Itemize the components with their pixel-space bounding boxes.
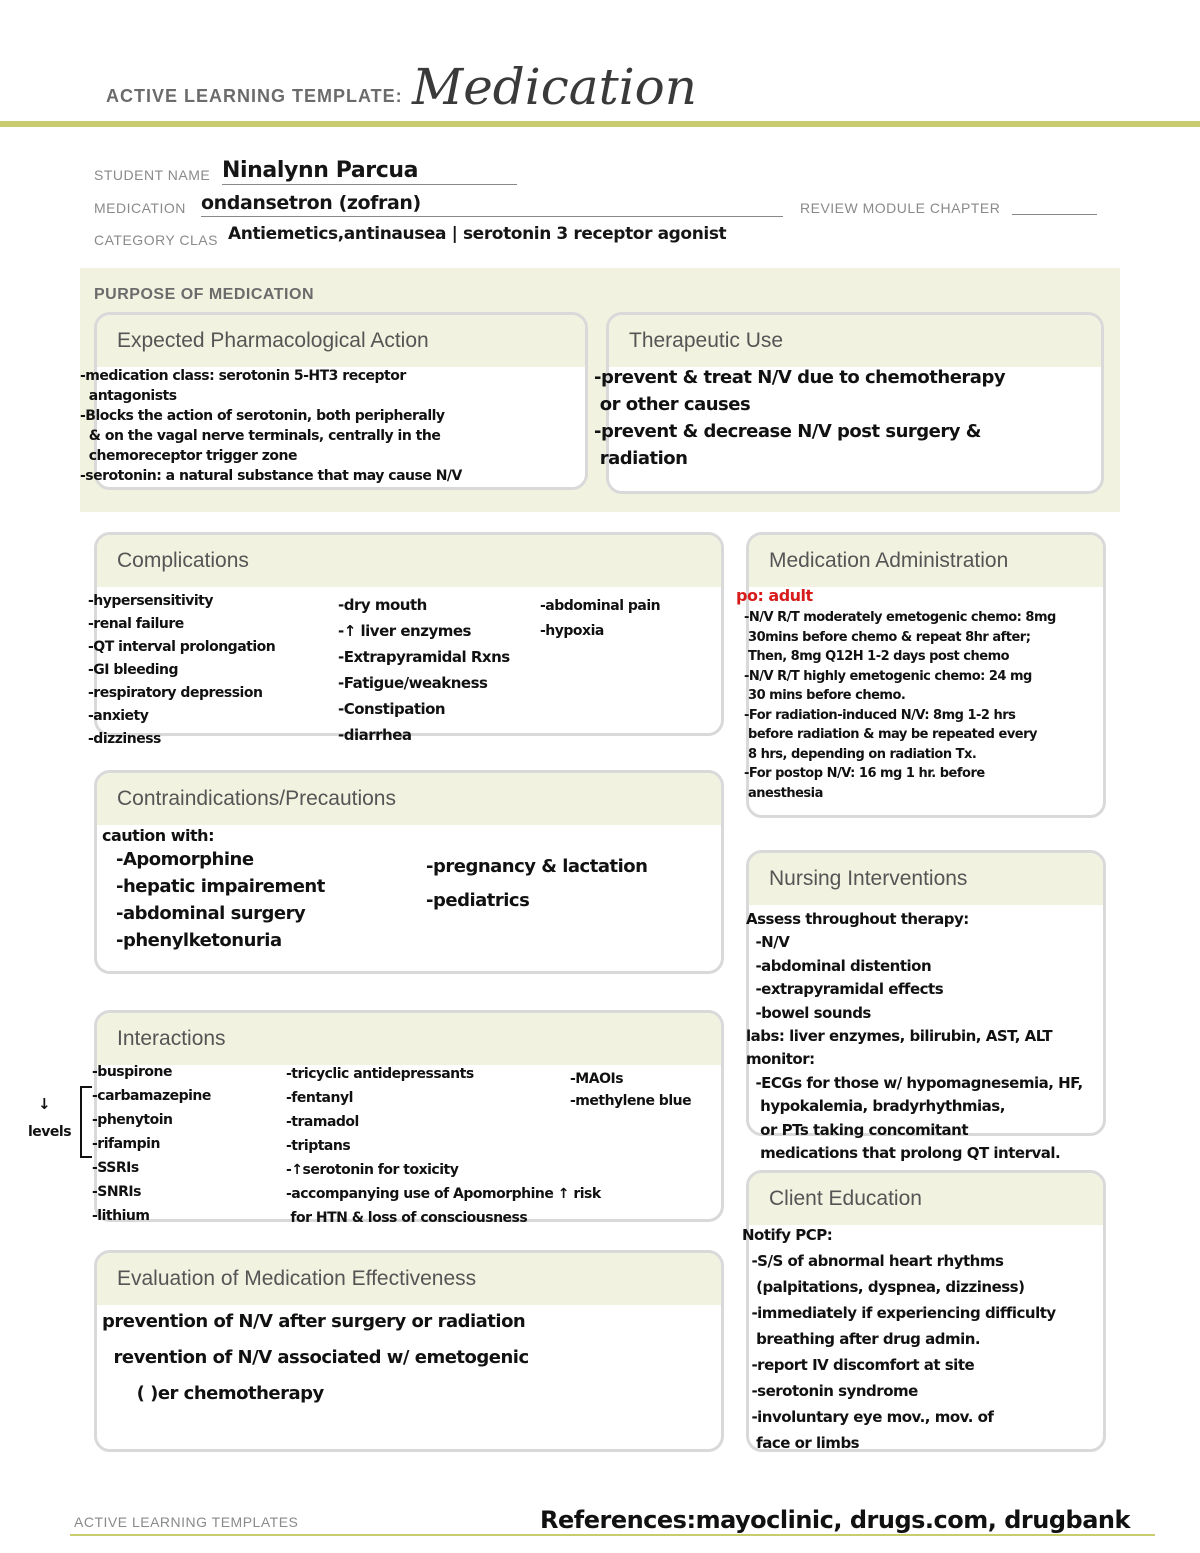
- text-line: revention of N/V associated w/ emetogenic: [102, 1347, 529, 1368]
- therapeutic-use-title: Therapeutic Use: [609, 315, 1101, 367]
- list-item: -SSRIs: [92, 1160, 139, 1176]
- interactions-col1: [92, 1060, 211, 1228]
- evaluation-text: [102, 1304, 529, 1412]
- administration-route: po: adult: [736, 586, 813, 605]
- list-item: -fentanyl: [286, 1090, 353, 1106]
- footer-label: ACTIVE LEARNING TEMPLATES: [74, 1514, 299, 1530]
- student-name-label: STUDENT NAME: [94, 167, 211, 183]
- text-line: -Blocks the action of serotonin, both peripherally: [80, 408, 445, 424]
- list-item: -phenylketonuria: [116, 930, 282, 951]
- interactions-col3: [570, 1068, 691, 1112]
- category-label: CATEGORY CLAS: [94, 232, 218, 248]
- text-line: & on the vagal nerve terminals, centrally in the: [80, 428, 441, 444]
- list-item: -hepatic impairement: [116, 876, 325, 897]
- text-line: (palpitations, dyspnea, dizziness): [742, 1278, 1025, 1296]
- text-line: -N/V: [746, 933, 790, 952]
- complications-col1: [88, 590, 275, 751]
- complications-col2: [338, 592, 510, 748]
- list-item: -pregnancy & lactation: [426, 856, 648, 877]
- list-item: -tramadol: [286, 1114, 359, 1130]
- list-item: -MAOIs: [570, 1071, 624, 1087]
- text-line: -bowel sounds: [746, 1003, 871, 1022]
- list-item: -dry mouth: [338, 596, 427, 614]
- text-line: face or limbs: [742, 1434, 860, 1452]
- expected-action-text: [80, 366, 462, 486]
- text-line: 30mins before chemo & repeat 8hr after;: [744, 629, 1031, 645]
- text-line: -immediately if experiencing difficulty: [742, 1304, 1056, 1322]
- text-line: -serotonin: a natural substance that may cause N/V: [80, 468, 462, 484]
- text-line: hypokalemia, bradyrhythmias,: [746, 1097, 1005, 1116]
- list-item: -buspirone: [92, 1064, 172, 1080]
- administration-text: [744, 608, 1056, 803]
- list-item: -Apomorphine: [116, 849, 254, 870]
- list-item: -abdominal surgery: [116, 903, 306, 924]
- text-line: chemoreceptor trigger zone: [80, 448, 297, 464]
- list-item: -triptans: [286, 1138, 351, 1154]
- down-arrow-icon: ↓: [38, 1095, 51, 1113]
- list-item: -renal failure: [88, 616, 184, 632]
- list-item: -Extrapyramidal Rxns: [338, 648, 510, 666]
- nursing-interventions-title: Nursing Interventions: [749, 853, 1103, 905]
- interactions-title: Interactions: [97, 1013, 721, 1065]
- review-module-field[interactable]: [1012, 198, 1097, 215]
- text-line: or other causes: [594, 394, 751, 415]
- text-line: -report IV discomfort at site: [742, 1356, 975, 1374]
- list-item: -accompanying use of Apomorphine ↑ risk: [286, 1186, 601, 1202]
- levels-note: levels: [28, 1124, 72, 1140]
- therapeutic-use-text: [594, 364, 1005, 472]
- interactions-col2: [286, 1062, 601, 1230]
- list-item: -carbamazepine: [92, 1088, 211, 1104]
- list-item: -lithium: [92, 1208, 150, 1224]
- text-line: -abdominal distention: [746, 956, 932, 975]
- expected-action-title: Expected Pharmacological Action: [97, 315, 585, 367]
- text-line: -S/S of abnormal heart rhythms: [742, 1252, 1004, 1270]
- text-line: -serotonin syndrome: [742, 1382, 918, 1400]
- references: References:mayoclinic, drugs.com, drugbank: [540, 1506, 1130, 1534]
- text-line: -prevent & decrease N/V post surgery &: [594, 421, 981, 442]
- medication-administration-title: Medication Administration: [749, 535, 1103, 587]
- text-line: breathing after drug admin.: [742, 1330, 981, 1348]
- list-item: -QT interval prolongation: [88, 639, 276, 655]
- list-item: -hypoxia: [540, 623, 604, 639]
- contraindications-intro: caution with:: [102, 826, 214, 845]
- text-line: labs: liver enzymes, bilirubin, AST, ALT: [746, 1027, 1053, 1046]
- text-line: -N/V R/T moderately emetogenic chemo: 8mg: [744, 610, 1056, 625]
- list-item: -↑serotonin for toxicity: [286, 1162, 459, 1178]
- text-line: -involuntary eye mov., mov. of: [742, 1408, 994, 1426]
- list-item: -respiratory depression: [88, 685, 263, 701]
- text-line: antagonists: [80, 388, 177, 404]
- contraindications-col1: [116, 846, 325, 954]
- header-rule: [0, 121, 1200, 127]
- list-item: -abdominal pain: [540, 598, 661, 614]
- category-field[interactable]: Antiemetics,antinausea | serotonin 3 receptor agonist: [228, 224, 727, 244]
- list-item: -methylene blue: [570, 1093, 692, 1109]
- template-label: ACTIVE LEARNING TEMPLATE:: [106, 86, 403, 106]
- list-item: -↑ liver enzymes: [338, 622, 471, 640]
- text-line: Then, 8mg Q12H 1-2 days post chemo: [744, 649, 1010, 664]
- list-item: -Fatigue/weakness: [338, 674, 488, 692]
- text-line: -extrapyramidal effects: [746, 980, 944, 999]
- list-item: -dizziness: [88, 731, 161, 747]
- text-line: or PTs taking concomitant: [746, 1120, 969, 1139]
- text-line: -prevent & treat N/V due to chemotherapy: [594, 367, 1006, 388]
- purpose-label: PURPOSE OF MEDICATION: [94, 286, 314, 303]
- text-line: medications that prolong QT interval.: [746, 1144, 1061, 1163]
- text-line: -N/V R/T highly emetogenic chemo: 24 mg: [744, 668, 1032, 684]
- text-line: -For postop N/V: 16 mg 1 hr. before: [744, 766, 985, 781]
- list-item: -phenytoin: [92, 1112, 173, 1128]
- text-line: ( )er chemotherapy: [102, 1383, 324, 1404]
- page-title: Medication: [412, 58, 697, 116]
- text-line: -ECGs for those w/ hypomagnesemia, HF,: [746, 1073, 1083, 1092]
- complications-title: Complications: [97, 535, 721, 587]
- list-item: -pediatrics: [426, 890, 530, 911]
- contraindications-col2: [426, 850, 647, 918]
- text-line: prevention of N/V after surgery or radiation: [102, 1311, 526, 1332]
- evaluation-title: Evaluation of Medication Effectiveness: [97, 1253, 721, 1305]
- list-item: -Constipation: [338, 700, 446, 718]
- list-item: -hypersensitivity: [88, 593, 213, 609]
- text-line: 30 mins before chemo.: [744, 688, 906, 703]
- contraindications-title: Contraindications/Precautions: [97, 773, 721, 825]
- list-item: -SNRIs: [92, 1184, 141, 1200]
- levels-bracket: [80, 1086, 92, 1158]
- client-education-title: Client Education: [749, 1173, 1103, 1225]
- text-line: -For radiation-induced N/V: 8mg 1-2 hrs: [744, 707, 1016, 723]
- list-item: -diarrhea: [338, 726, 412, 744]
- list-item: -tricyclic antidepressants: [286, 1066, 474, 1082]
- footer-rule: [70, 1534, 1155, 1536]
- review-module-label: REVIEW MODULE CHAPTER: [800, 200, 1001, 216]
- medication-label: MEDICATION: [94, 200, 186, 216]
- text-line: 8 hrs, depending on radiation Tx.: [744, 746, 977, 762]
- text-line: anesthesia: [744, 785, 823, 801]
- list-item: for HTN & loss of consciousness: [286, 1210, 528, 1226]
- list-item: -anxiety: [88, 708, 149, 724]
- text-line: Notify PCP:: [742, 1226, 833, 1244]
- client-education-text: [742, 1222, 1056, 1456]
- text-line: monitor:: [746, 1050, 815, 1069]
- list-item: -GI bleeding: [88, 662, 179, 678]
- complications-col3: [540, 594, 660, 644]
- text-line: Assess throughout therapy:: [746, 910, 969, 928]
- text-line: -medication class: serotonin 5-HT3 receptor: [80, 368, 406, 384]
- medication-field[interactable]: ondansetron (zofran): [201, 192, 783, 217]
- list-item: -rifampin: [92, 1136, 160, 1152]
- text-line: before radiation & may be repeated every: [744, 727, 1037, 742]
- student-name-field[interactable]: Ninalynn Parcua: [222, 158, 517, 185]
- nursing-interventions-text: [746, 908, 1083, 1165]
- text-line: radiation: [594, 448, 688, 469]
